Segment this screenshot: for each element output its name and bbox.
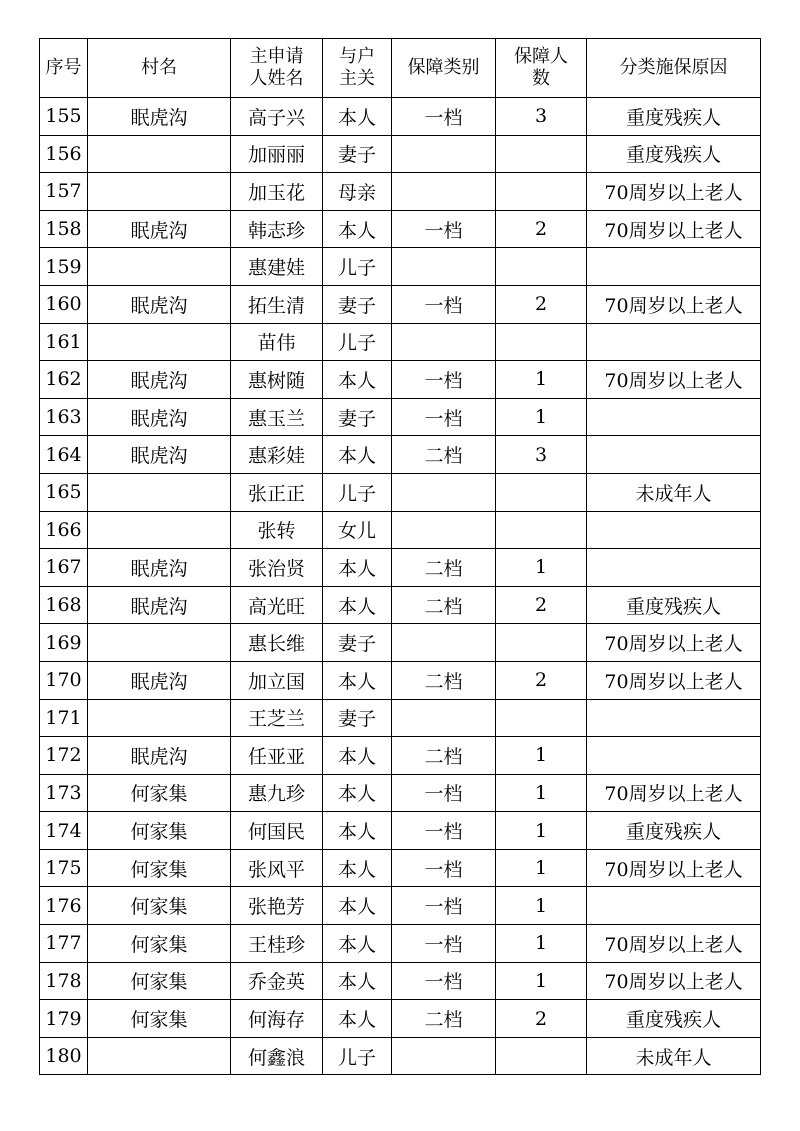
cell-no: 158 <box>40 210 88 248</box>
cell-reason: 70周岁以上老人 <box>587 210 761 248</box>
cell-applicant-name: 张正正 <box>231 473 323 511</box>
cell-count <box>496 511 587 549</box>
cell-applicant-name: 张艳芳 <box>231 887 323 925</box>
cell-reason <box>587 248 761 286</box>
cell-category <box>392 135 496 173</box>
cell-count: 2 <box>496 661 587 699</box>
cell-applicant-name: 何海存 <box>231 1000 323 1038</box>
header-relation <box>323 39 392 98</box>
cell-applicant-name: 何国民 <box>231 812 323 850</box>
cell-applicant-name: 惠长维 <box>231 624 323 662</box>
cell-count: 3 <box>496 436 587 474</box>
cell-no: 172 <box>40 737 88 775</box>
cell-category: 一档 <box>392 887 496 925</box>
cell-category: 一档 <box>392 849 496 887</box>
cell-relation: 妻子 <box>323 285 392 323</box>
table-row <box>40 887 761 925</box>
cell-category: 二档 <box>392 549 496 587</box>
cell-relation: 妻子 <box>323 135 392 173</box>
table-row <box>40 361 761 399</box>
cell-no: 174 <box>40 812 88 850</box>
cell-reason: 重度残疾人 <box>587 1000 761 1038</box>
cell-relation: 儿子 <box>323 473 392 511</box>
cell-reason: 70周岁以上老人 <box>587 962 761 1000</box>
cell-applicant-name: 张风平 <box>231 849 323 887</box>
cell-village <box>88 323 231 361</box>
cell-category <box>392 511 496 549</box>
cell-relation: 本人 <box>323 361 392 399</box>
cell-village: 眠虎沟 <box>88 361 231 399</box>
cell-relation: 儿子 <box>323 1037 392 1075</box>
cell-relation: 母亲 <box>323 173 392 211</box>
cell-no: 161 <box>40 323 88 361</box>
cell-category <box>392 1037 496 1075</box>
cell-village <box>88 473 231 511</box>
table-row <box>40 436 761 474</box>
header-row <box>40 39 761 98</box>
cell-category <box>392 323 496 361</box>
cell-relation: 本人 <box>323 737 392 775</box>
table-row <box>40 549 761 587</box>
cell-category: 二档 <box>392 661 496 699</box>
header-category: 保障类别 <box>392 39 496 98</box>
table-row <box>40 699 761 737</box>
cell-category <box>392 624 496 662</box>
cell-count: 2 <box>496 210 587 248</box>
cell-village: 眠虎沟 <box>88 210 231 248</box>
cell-village: 何家集 <box>88 962 231 1000</box>
header-applicant-line2: 人姓名 <box>249 68 304 89</box>
cell-applicant-name: 乔金英 <box>231 962 323 1000</box>
cell-applicant-name: 高子兴 <box>231 98 323 136</box>
cell-relation: 本人 <box>323 586 392 624</box>
cell-no: 178 <box>40 962 88 1000</box>
header-count-line2: 数 <box>532 68 550 89</box>
table-row <box>40 511 761 549</box>
cell-village <box>88 248 231 286</box>
cell-village: 眠虎沟 <box>88 398 231 436</box>
cell-no: 176 <box>40 887 88 925</box>
cell-count: 1 <box>496 361 587 399</box>
cell-count: 1 <box>496 774 587 812</box>
cell-reason: 重度残疾人 <box>587 135 761 173</box>
cell-category: 一档 <box>392 210 496 248</box>
cell-village <box>88 135 231 173</box>
cell-no: 162 <box>40 361 88 399</box>
cell-applicant-name: 惠树随 <box>231 361 323 399</box>
cell-no: 163 <box>40 398 88 436</box>
header-no: 序号 <box>40 39 88 98</box>
cell-count: 1 <box>496 849 587 887</box>
cell-count: 1 <box>496 887 587 925</box>
cell-category: 一档 <box>392 98 496 136</box>
cell-reason: 未成年人 <box>587 473 761 511</box>
cell-village: 眠虎沟 <box>88 549 231 587</box>
assistance-roster-table <box>39 38 761 1075</box>
cell-no: 175 <box>40 849 88 887</box>
header-applicant-name <box>231 39 323 98</box>
cell-reason <box>587 511 761 549</box>
cell-applicant-name: 何鑫浪 <box>231 1037 323 1075</box>
table-row <box>40 173 761 211</box>
cell-village: 何家集 <box>88 887 231 925</box>
cell-village: 何家集 <box>88 774 231 812</box>
cell-relation: 本人 <box>323 1000 392 1038</box>
cell-category: 二档 <box>392 436 496 474</box>
cell-no: 155 <box>40 98 88 136</box>
cell-category <box>392 473 496 511</box>
cell-no: 159 <box>40 248 88 286</box>
table-row <box>40 135 761 173</box>
cell-reason: 70周岁以上老人 <box>587 925 761 963</box>
table-header <box>40 39 761 98</box>
cell-village: 何家集 <box>88 849 231 887</box>
cell-reason: 70周岁以上老人 <box>587 774 761 812</box>
cell-reason <box>587 323 761 361</box>
cell-relation: 本人 <box>323 774 392 812</box>
cell-count: 1 <box>496 925 587 963</box>
cell-no: 167 <box>40 549 88 587</box>
header-relation-line2: 主关 <box>339 68 375 89</box>
cell-count <box>496 135 587 173</box>
cell-reason: 70周岁以上老人 <box>587 285 761 323</box>
cell-relation: 本人 <box>323 436 392 474</box>
cell-no: 173 <box>40 774 88 812</box>
cell-count: 1 <box>496 737 587 775</box>
cell-applicant-name: 王桂珍 <box>231 925 323 963</box>
cell-category: 二档 <box>392 586 496 624</box>
cell-reason <box>587 737 761 775</box>
header-count-line1: 保障人 <box>514 46 568 67</box>
cell-village: 眠虎沟 <box>88 586 231 624</box>
cell-reason: 70周岁以上老人 <box>587 624 761 662</box>
cell-no: 179 <box>40 1000 88 1038</box>
table-row <box>40 812 761 850</box>
cell-no: 160 <box>40 285 88 323</box>
cell-village <box>88 699 231 737</box>
header-village: 村名 <box>88 39 231 98</box>
cell-count: 2 <box>496 1000 587 1038</box>
table-row <box>40 586 761 624</box>
cell-no: 156 <box>40 135 88 173</box>
cell-category: 一档 <box>392 962 496 1000</box>
cell-reason <box>587 549 761 587</box>
cell-count <box>496 699 587 737</box>
cell-category: 一档 <box>392 285 496 323</box>
cell-relation: 本人 <box>323 549 392 587</box>
cell-applicant-name: 加玉花 <box>231 173 323 211</box>
cell-count: 1 <box>496 962 587 1000</box>
header-applicant-line1: 主申请 <box>249 46 304 67</box>
cell-relation: 本人 <box>323 849 392 887</box>
table-row <box>40 962 761 1000</box>
cell-village: 何家集 <box>88 812 231 850</box>
cell-category <box>392 173 496 211</box>
cell-category: 二档 <box>392 737 496 775</box>
cell-reason: 重度残疾人 <box>587 98 761 136</box>
table-body <box>40 98 761 1075</box>
cell-no: 170 <box>40 661 88 699</box>
cell-no: 180 <box>40 1037 88 1075</box>
cell-category: 一档 <box>392 361 496 399</box>
cell-reason: 70周岁以上老人 <box>587 173 761 211</box>
cell-no: 166 <box>40 511 88 549</box>
cell-no: 177 <box>40 925 88 963</box>
cell-category <box>392 699 496 737</box>
cell-applicant-name: 韩志珍 <box>231 210 323 248</box>
cell-count: 3 <box>496 98 587 136</box>
cell-count: 1 <box>496 812 587 850</box>
cell-count <box>496 624 587 662</box>
cell-reason <box>587 398 761 436</box>
cell-no: 165 <box>40 473 88 511</box>
cell-applicant-name: 加立国 <box>231 661 323 699</box>
cell-category: 二档 <box>392 1000 496 1038</box>
cell-no: 157 <box>40 173 88 211</box>
cell-applicant-name: 惠彩娃 <box>231 436 323 474</box>
cell-count <box>496 323 587 361</box>
table-row <box>40 624 761 662</box>
cell-village <box>88 173 231 211</box>
cell-relation: 妻子 <box>323 398 392 436</box>
cell-applicant-name: 拓生清 <box>231 285 323 323</box>
header-relation-line1: 与户 <box>339 46 375 67</box>
cell-count: 1 <box>496 398 587 436</box>
cell-applicant-name: 惠玉兰 <box>231 398 323 436</box>
cell-category: 一档 <box>392 812 496 850</box>
header-reason: 分类施保原因 <box>587 39 761 98</box>
table-row <box>40 398 761 436</box>
cell-applicant-name: 惠建娃 <box>231 248 323 286</box>
table-row <box>40 737 761 775</box>
cell-applicant-name: 高光旺 <box>231 586 323 624</box>
cell-category: 一档 <box>392 774 496 812</box>
cell-village <box>88 1037 231 1075</box>
cell-category: 一档 <box>392 925 496 963</box>
cell-no: 171 <box>40 699 88 737</box>
cell-village: 眠虎沟 <box>88 661 231 699</box>
cell-relation: 本人 <box>323 925 392 963</box>
cell-village: 眠虎沟 <box>88 285 231 323</box>
cell-relation: 女儿 <box>323 511 392 549</box>
cell-applicant-name: 加丽丽 <box>231 135 323 173</box>
cell-relation: 本人 <box>323 962 392 1000</box>
table-row <box>40 248 761 286</box>
table-row <box>40 1037 761 1075</box>
cell-applicant-name: 苗伟 <box>231 323 323 361</box>
cell-reason: 70周岁以上老人 <box>587 361 761 399</box>
cell-reason: 重度残疾人 <box>587 586 761 624</box>
table-row <box>40 285 761 323</box>
cell-reason: 70周岁以上老人 <box>587 849 761 887</box>
cell-applicant-name: 惠九珍 <box>231 774 323 812</box>
cell-relation: 本人 <box>323 98 392 136</box>
cell-relation: 本人 <box>323 887 392 925</box>
table-row <box>40 661 761 699</box>
cell-relation: 本人 <box>323 812 392 850</box>
cell-relation: 妻子 <box>323 699 392 737</box>
cell-relation: 儿子 <box>323 323 392 361</box>
table-row <box>40 323 761 361</box>
cell-category: 一档 <box>392 398 496 436</box>
cell-reason: 重度残疾人 <box>587 812 761 850</box>
cell-applicant-name: 王芝兰 <box>231 699 323 737</box>
cell-reason <box>587 699 761 737</box>
table-row <box>40 849 761 887</box>
cell-relation: 妻子 <box>323 624 392 662</box>
cell-count <box>496 1037 587 1075</box>
header-count <box>496 39 587 98</box>
table-row <box>40 473 761 511</box>
table-row <box>40 1000 761 1038</box>
cell-applicant-name: 张转 <box>231 511 323 549</box>
cell-village: 何家集 <box>88 925 231 963</box>
cell-count: 2 <box>496 586 587 624</box>
table-row <box>40 98 761 136</box>
cell-village: 眠虎沟 <box>88 436 231 474</box>
table-row <box>40 210 761 248</box>
cell-reason <box>587 887 761 925</box>
cell-count <box>496 473 587 511</box>
cell-relation: 本人 <box>323 661 392 699</box>
cell-reason: 未成年人 <box>587 1037 761 1075</box>
cell-reason: 70周岁以上老人 <box>587 661 761 699</box>
cell-village: 何家集 <box>88 1000 231 1038</box>
cell-count: 1 <box>496 549 587 587</box>
cell-village <box>88 511 231 549</box>
cell-count: 2 <box>496 285 587 323</box>
cell-count <box>496 173 587 211</box>
cell-village: 眠虎沟 <box>88 737 231 775</box>
cell-count <box>496 248 587 286</box>
cell-applicant-name: 张治贤 <box>231 549 323 587</box>
cell-applicant-name: 任亚亚 <box>231 737 323 775</box>
table-row <box>40 774 761 812</box>
cell-relation: 儿子 <box>323 248 392 286</box>
cell-category <box>392 248 496 286</box>
cell-relation: 本人 <box>323 210 392 248</box>
cell-no: 169 <box>40 624 88 662</box>
cell-reason <box>587 436 761 474</box>
cell-village: 眠虎沟 <box>88 98 231 136</box>
cell-no: 164 <box>40 436 88 474</box>
cell-no: 168 <box>40 586 88 624</box>
table-row <box>40 925 761 963</box>
cell-village <box>88 624 231 662</box>
